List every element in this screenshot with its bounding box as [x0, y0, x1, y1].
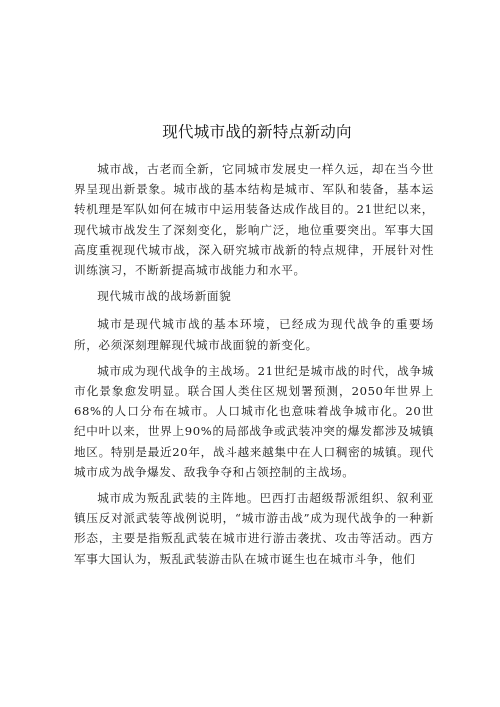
section-heading: 现代城市战的战场新面貌: [97, 289, 232, 304]
body-paragraph: 城市成为叛乱武装的主阵地。巴西打击超级帮派组织、叙利亚镇压反对派武装等战例说明，“城市游击战”成为现代战争的一种新形态，主要是指叛乱武装在城市进行游击袭扰、攻击等活动。西方军事大国认为，叛乱武装游击队在城市诞生也在城市斗争，他们: [74, 491, 434, 566]
intro-paragraph: 城市战，古老而全新，它同城市发展史一样久远，却在当今世界呈现出新景象。城市战的基本结构是城市、军队和装备，基本运转机理是军队如何在城市中运用装备达成作战目的。21世纪以来，现代城市战发生了深刻变化，影响广泛，地位重要突出。军事大国高度重视现代城市战，深入研究城市战新的特点规律，开展针对性训练演习，不断新提高城市战能力和水平。: [74, 162, 434, 278]
body-paragraph: 城市是现代城市战的基本环境，已经成为现代战争的重要场所，必须深刻理解现代城市战面貌的新变化。: [74, 317, 434, 352]
document-title: 现代城市战的新特点新动向: [162, 123, 352, 141]
body-paragraph: 城市成为现代战争的主战场。21世纪是城市战的时代，战争城市化景象愈发明显。联合国人类住区规划署预测，2050年世界上68%的人口分布在城市。人口城市化也意味着战争城市化。20世纪中叶以来，世界上90%的局部战争或武装冲突的爆发都涉及城镇地区。特别是最近20年，战斗越来越集中在人口稠密的城镇。现代城市成为战争爆发、敌我争夺和占领控制的主战场。: [74, 363, 434, 479]
